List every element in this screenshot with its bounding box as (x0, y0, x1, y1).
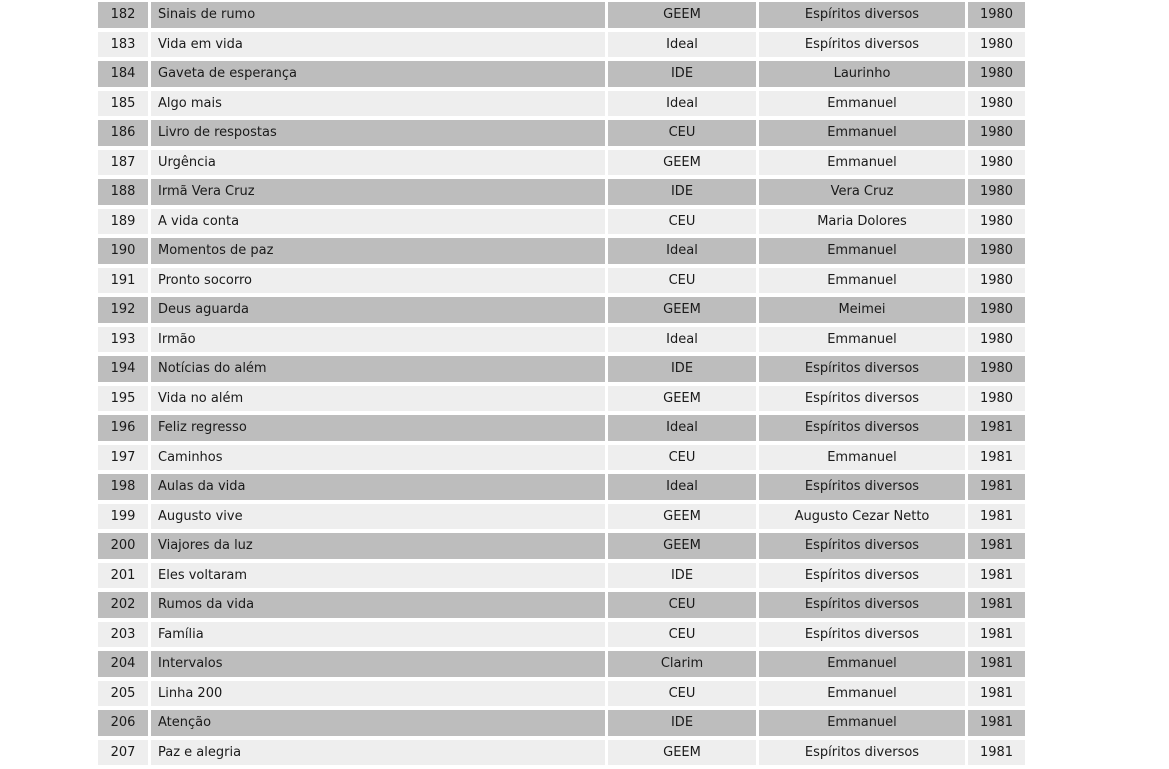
table-row (98, 474, 1025, 500)
book-author: Augusto Cezar Netto (759, 504, 965, 530)
book-year: 1981 (968, 415, 1025, 441)
row-number: 183 (98, 32, 148, 58)
book-year: 1981 (968, 681, 1025, 707)
book-year: 1980 (968, 120, 1025, 146)
book-title: Linha 200 (151, 681, 605, 707)
book-title: Livro de respostas (151, 120, 605, 146)
book-year: 1981 (968, 740, 1025, 766)
book-year: 1981 (968, 710, 1025, 736)
table-row (98, 356, 1025, 382)
book-title: Sinais de rumo (151, 2, 605, 28)
row-number: 198 (98, 474, 148, 500)
row-number: 188 (98, 179, 148, 205)
table-row (98, 592, 1025, 618)
row-number: 191 (98, 268, 148, 294)
book-year: 1981 (968, 592, 1025, 618)
book-year: 1981 (968, 651, 1025, 677)
book-title: Aulas da vida (151, 474, 605, 500)
book-author: Vera Cruz (759, 179, 965, 205)
row-number: 202 (98, 592, 148, 618)
book-author: Espíritos diversos (759, 740, 965, 766)
book-year: 1980 (968, 356, 1025, 382)
book-title: Vida em vida (151, 32, 605, 58)
row-number: 187 (98, 150, 148, 176)
book-publisher: IDE (608, 563, 756, 589)
book-title: Algo mais (151, 91, 605, 117)
book-publisher: Ideal (608, 415, 756, 441)
row-number: 206 (98, 710, 148, 736)
table-row (98, 563, 1025, 589)
book-publisher: GEEM (608, 386, 756, 412)
book-year: 1980 (968, 238, 1025, 264)
table-row (98, 327, 1025, 353)
book-title: Viajores da luz (151, 533, 605, 559)
row-number: 185 (98, 91, 148, 117)
book-publisher: Clarim (608, 651, 756, 677)
book-year: 1980 (968, 150, 1025, 176)
book-title: Eles voltaram (151, 563, 605, 589)
row-number: 205 (98, 681, 148, 707)
table-row (98, 622, 1025, 648)
book-title: Paz e alegria (151, 740, 605, 766)
table-row (98, 179, 1025, 205)
book-author: Espíritos diversos (759, 533, 965, 559)
book-year: 1980 (968, 179, 1025, 205)
book-publisher: GEEM (608, 533, 756, 559)
table-row (98, 710, 1025, 736)
book-author: Espíritos diversos (759, 622, 965, 648)
row-number: 203 (98, 622, 148, 648)
book-author: Emmanuel (759, 91, 965, 117)
book-year: 1981 (968, 504, 1025, 530)
book-publisher: CEU (608, 120, 756, 146)
book-title: Gaveta de esperança (151, 61, 605, 87)
table-row (98, 445, 1025, 471)
row-number: 200 (98, 533, 148, 559)
book-title: Vida no além (151, 386, 605, 412)
book-author: Espíritos diversos (759, 386, 965, 412)
row-number: 196 (98, 415, 148, 441)
book-publisher: GEEM (608, 297, 756, 323)
table-row (98, 651, 1025, 677)
row-number: 192 (98, 297, 148, 323)
table-row (98, 504, 1025, 530)
book-title: Deus aguarda (151, 297, 605, 323)
book-author: Emmanuel (759, 150, 965, 176)
table-row (98, 238, 1025, 264)
book-publisher: Ideal (608, 91, 756, 117)
book-publisher: Ideal (608, 238, 756, 264)
book-year: 1980 (968, 327, 1025, 353)
book-publisher: CEU (608, 445, 756, 471)
table-row (98, 150, 1025, 176)
book-publisher: CEU (608, 622, 756, 648)
book-publisher: Ideal (608, 32, 756, 58)
table-row (98, 32, 1025, 58)
book-title: Atenção (151, 710, 605, 736)
book-publisher: IDE (608, 179, 756, 205)
book-year: 1981 (968, 563, 1025, 589)
book-author: Emmanuel (759, 238, 965, 264)
book-year: 1980 (968, 61, 1025, 87)
row-number: 182 (98, 2, 148, 28)
book-author: Laurinho (759, 61, 965, 87)
book-publisher: GEEM (608, 2, 756, 28)
book-author: Espíritos diversos (759, 474, 965, 500)
book-author: Espíritos diversos (759, 32, 965, 58)
table-row (98, 740, 1025, 766)
row-number: 194 (98, 356, 148, 382)
table-row (98, 2, 1025, 28)
table-row (98, 533, 1025, 559)
book-publisher: GEEM (608, 740, 756, 766)
book-author: Emmanuel (759, 445, 965, 471)
table-row (98, 61, 1025, 87)
book-author: Emmanuel (759, 120, 965, 146)
book-publisher: CEU (608, 592, 756, 618)
book-author: Espíritos diversos (759, 592, 965, 618)
table-row (98, 681, 1025, 707)
table-row (98, 91, 1025, 117)
book-author: Espíritos diversos (759, 563, 965, 589)
book-publisher: GEEM (608, 150, 756, 176)
book-author: Emmanuel (759, 327, 965, 353)
book-publisher: CEU (608, 268, 756, 294)
book-year: 1981 (968, 533, 1025, 559)
book-author: Espíritos diversos (759, 356, 965, 382)
row-number: 199 (98, 504, 148, 530)
book-title: Urgência (151, 150, 605, 176)
book-title: Rumos da vida (151, 592, 605, 618)
row-number: 184 (98, 61, 148, 87)
table-row (98, 386, 1025, 412)
book-year: 1980 (968, 91, 1025, 117)
book-author: Emmanuel (759, 681, 965, 707)
book-publisher: IDE (608, 61, 756, 87)
table-row (98, 209, 1025, 235)
book-title: Augusto vive (151, 504, 605, 530)
book-author: Espíritos diversos (759, 2, 965, 28)
row-number: 189 (98, 209, 148, 235)
book-year: 1981 (968, 622, 1025, 648)
book-year: 1981 (968, 474, 1025, 500)
books-table-body (98, 2, 1025, 765)
book-year: 1981 (968, 445, 1025, 471)
book-publisher: Ideal (608, 474, 756, 500)
book-year: 1980 (968, 268, 1025, 294)
book-publisher: Ideal (608, 327, 756, 353)
row-number: 197 (98, 445, 148, 471)
book-title: Feliz regresso (151, 415, 605, 441)
row-number: 193 (98, 327, 148, 353)
table-row (98, 268, 1025, 294)
book-publisher: CEU (608, 681, 756, 707)
row-number: 186 (98, 120, 148, 146)
book-title: Notícias do além (151, 356, 605, 382)
book-author: Emmanuel (759, 268, 965, 294)
book-year: 1980 (968, 209, 1025, 235)
row-number: 195 (98, 386, 148, 412)
books-table (95, 0, 1028, 769)
book-publisher: CEU (608, 209, 756, 235)
book-author: Espíritos diversos (759, 415, 965, 441)
book-title: Irmão (151, 327, 605, 353)
book-publisher: IDE (608, 356, 756, 382)
book-title: Família (151, 622, 605, 648)
book-author: Maria Dolores (759, 209, 965, 235)
book-title: Intervalos (151, 651, 605, 677)
book-year: 1980 (968, 2, 1025, 28)
table-row (98, 297, 1025, 323)
book-title: Pronto socorro (151, 268, 605, 294)
book-title: Momentos de paz (151, 238, 605, 264)
book-year: 1980 (968, 32, 1025, 58)
book-author: Emmanuel (759, 710, 965, 736)
row-number: 204 (98, 651, 148, 677)
book-year: 1980 (968, 386, 1025, 412)
book-title: Caminhos (151, 445, 605, 471)
book-year: 1980 (968, 297, 1025, 323)
row-number: 190 (98, 238, 148, 264)
book-publisher: IDE (608, 710, 756, 736)
table-row (98, 415, 1025, 441)
row-number: 207 (98, 740, 148, 766)
book-title: A vida conta (151, 209, 605, 235)
table-row (98, 120, 1025, 146)
book-publisher: GEEM (608, 504, 756, 530)
book-title: Irmã Vera Cruz (151, 179, 605, 205)
book-author: Emmanuel (759, 651, 965, 677)
row-number: 201 (98, 563, 148, 589)
book-author: Meimei (759, 297, 965, 323)
